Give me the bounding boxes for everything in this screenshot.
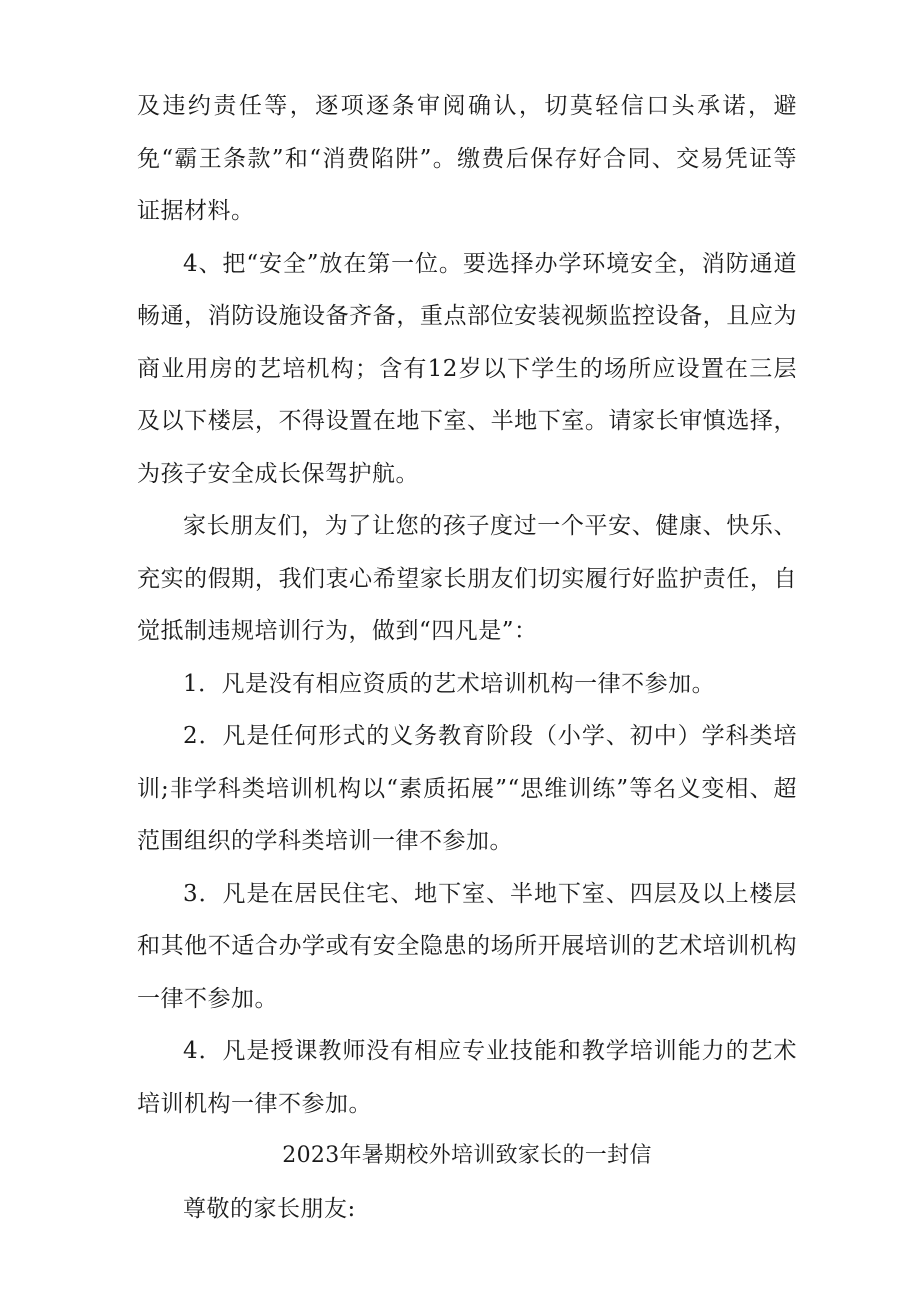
letter-greeting: 尊敬的家长朋友: [183, 1195, 356, 1222]
letter-title: 2023年暑期校外培训致家长的一封信 [282, 1143, 652, 1168]
paragraph-parents-appeal: 家长朋友们，为了让您的孩子度过一个平安、健康、快乐、充实的假期，我们衷心希望家长朋友们切实履行好监护责任，自觉抵制违规培训行为，做到“四凡是”： [137, 513, 797, 644]
paragraph-safety-first: 4、把“安全”放在第一位。要选择办学环境安全，消防通道畅通，消防设施设备齐备，重点部位安装视频监控设备，且应为商业用房的艺培机构；含有12岁以下学生的场所应设置在三层及以下楼层，不得设置在地下室、半地下室。请家长审慎选择，为孩子安全成长保驾护航。 [137, 250, 797, 487]
paragraph-rule-1: 1．凡是没有相应资质的艺术培训机构一律不参加。 [183, 670, 716, 697]
document-page [137, 80, 797, 1235]
paragraph-contract-continuation: 及违约责任等，逐项逐条审阅确认，切莫轻信口头承诺，避免“霸王条款”和“消费陷阱”。缴费后保存好合同、交易凭证等证据材料。 [137, 93, 797, 224]
paragraph-rule-3: 3．凡是在居民住宅、地下室、半地下室、四层及以上楼层和其他不适合办学或有安全隐患的场所开展培训的艺术培训机构一律不参加。 [137, 880, 797, 1012]
paragraph-rule-4: 4．凡是授课教师没有相应专业技能和教学培训能力的艺术培训机构一律不参加。 [137, 1038, 797, 1117]
paragraph-rule-2: 2．凡是任何形式的义务教育阶段（小学、初中）学科类培训;非学科类培训机构以“素质拓展”“思维训练”等名义变相、超范围组织的学科类培训一律不参加。 [137, 723, 797, 854]
